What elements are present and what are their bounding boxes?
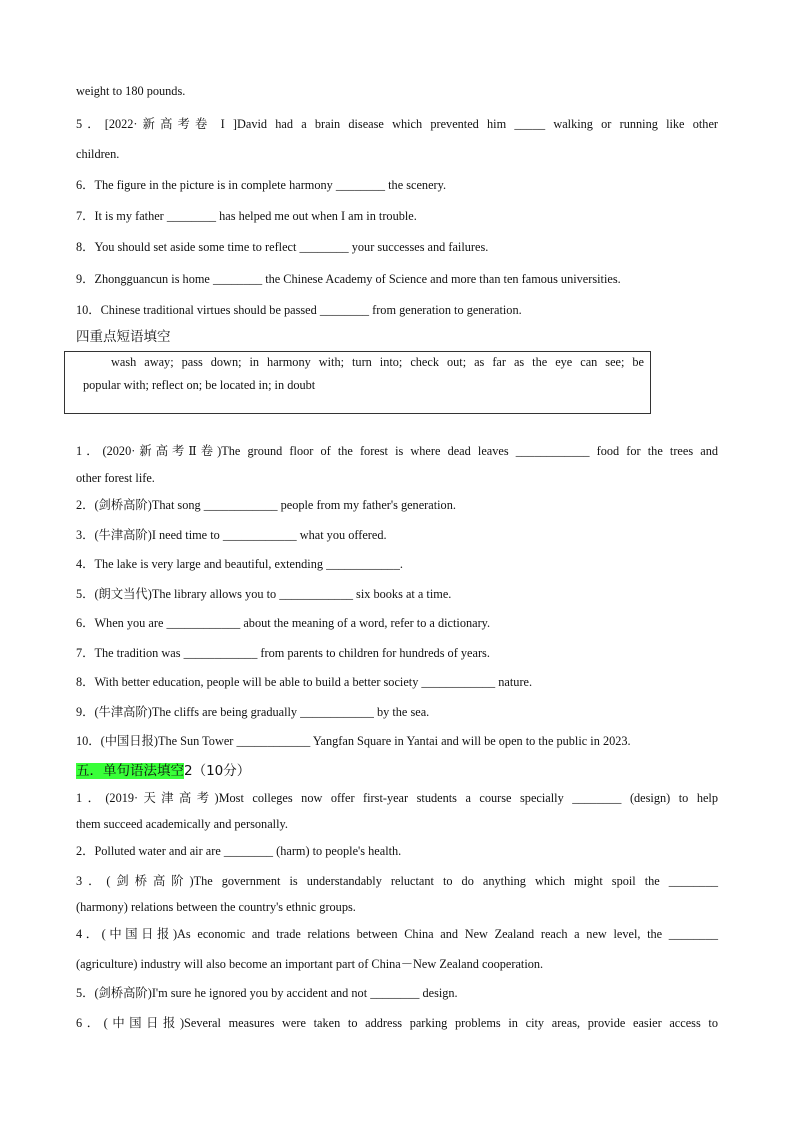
- exercise-line: 2．Polluted water and air are ________ (harm) to people's health.: [76, 844, 402, 858]
- continuation-line: weight to 180 pounds.: [76, 84, 186, 98]
- exercise-line: 6．When you are ____________ about the meaning of a word, refer to a dictionary.: [76, 616, 491, 630]
- exercise-line: other forest life.: [76, 471, 155, 485]
- phrase-list-line: popular with; reflect on; be located in; in doubt: [83, 378, 316, 392]
- exercise-line: children.: [76, 147, 120, 161]
- section-heading-highlight: 五．单句语法填空: [76, 763, 184, 779]
- exercise-line: 9．Zhongguancun is home ________ the Chinese Academy of Science and more than ten famous universities.: [76, 272, 621, 286]
- exercise-line: 2．(剑桥高阶)That song ____________ people from my father's generation.: [76, 498, 456, 512]
- exercise-line: (harmony) relations between the country's ethnic groups.: [76, 900, 356, 914]
- exercise-line: 5．[2022·新高考卷 I ]David had a brain disease which prevented him _____ walking or running like other: [76, 117, 718, 131]
- section-heading: [76, 759, 250, 779]
- section-heading: 四重点短语填空: [76, 329, 171, 345]
- exercise-line: 10．Chinese traditional virtues should be passed ________ from generation to generation.: [76, 303, 522, 317]
- exercise-line: 5．(剑桥高阶)I'm sure he ignored you by accident and not ________ design.: [76, 986, 458, 1000]
- exercise-line: 1．(2019·天津高考)Most colleges now offer first-year students a course specially ________ (design) to help: [76, 791, 718, 805]
- exercise-line: 8．With better education, people will be able to build a better society ____________ nature.: [76, 675, 533, 689]
- exercise-line: 3．(剑桥高阶)The government is understandably reluctant to do anything which might spoil the ________: [76, 874, 718, 888]
- exercise-line: 10．(中国日报)The Sun Tower ____________ Yangfan Square in Yantai and will be open to the public in 2023.: [76, 734, 631, 748]
- exercise-line: 1．(2020·新高考Ⅱ卷)The ground floor of the forest is where dead leaves ____________ food for the trees and: [76, 444, 718, 458]
- exercise-line: 5．(朗文当代)The library allows you to ____________ six books at a time.: [76, 587, 452, 601]
- exercise-line: 4．The lake is very large and beautiful, extending ____________.: [76, 557, 403, 571]
- exercise-line: 6．(中国日报)Several measures were taken to address parking problems in city areas, provide easier access to: [76, 1016, 718, 1030]
- exercise-line: 6．The figure in the picture is in complete harmony ________ the scenery.: [76, 178, 447, 192]
- exercise-line: them succeed academically and personally.: [76, 817, 288, 831]
- exercise-line: 3．(牛津高阶)I need time to ____________ what you offered.: [76, 528, 387, 542]
- exercise-line: 8．You should set aside some time to reflect ________ your successes and failures.: [76, 240, 489, 254]
- phrase-list-line: wash away; pass down; in harmony with; turn into; check out; as far as the eye can see; be: [111, 355, 644, 369]
- exercise-line: 4．(中国日报)As economic and trade relations between China and New Zealand reach a new level, the ________: [76, 927, 718, 941]
- phrase-box: [64, 351, 651, 414]
- exercise-line: 7．It is my father ________ has helped me out when I am in trouble.: [76, 209, 417, 223]
- exercise-line: 7．The tradition was ____________ from parents to children for hundreds of years.: [76, 646, 490, 660]
- section-heading-score: 2（10分）: [184, 763, 251, 779]
- exercise-line: (agriculture) industry will also become an important part of China－New Zealand cooperation.: [76, 957, 544, 971]
- exercise-line: 9．(牛津高阶)The cliffs are being gradually ____________ by the sea.: [76, 705, 430, 719]
